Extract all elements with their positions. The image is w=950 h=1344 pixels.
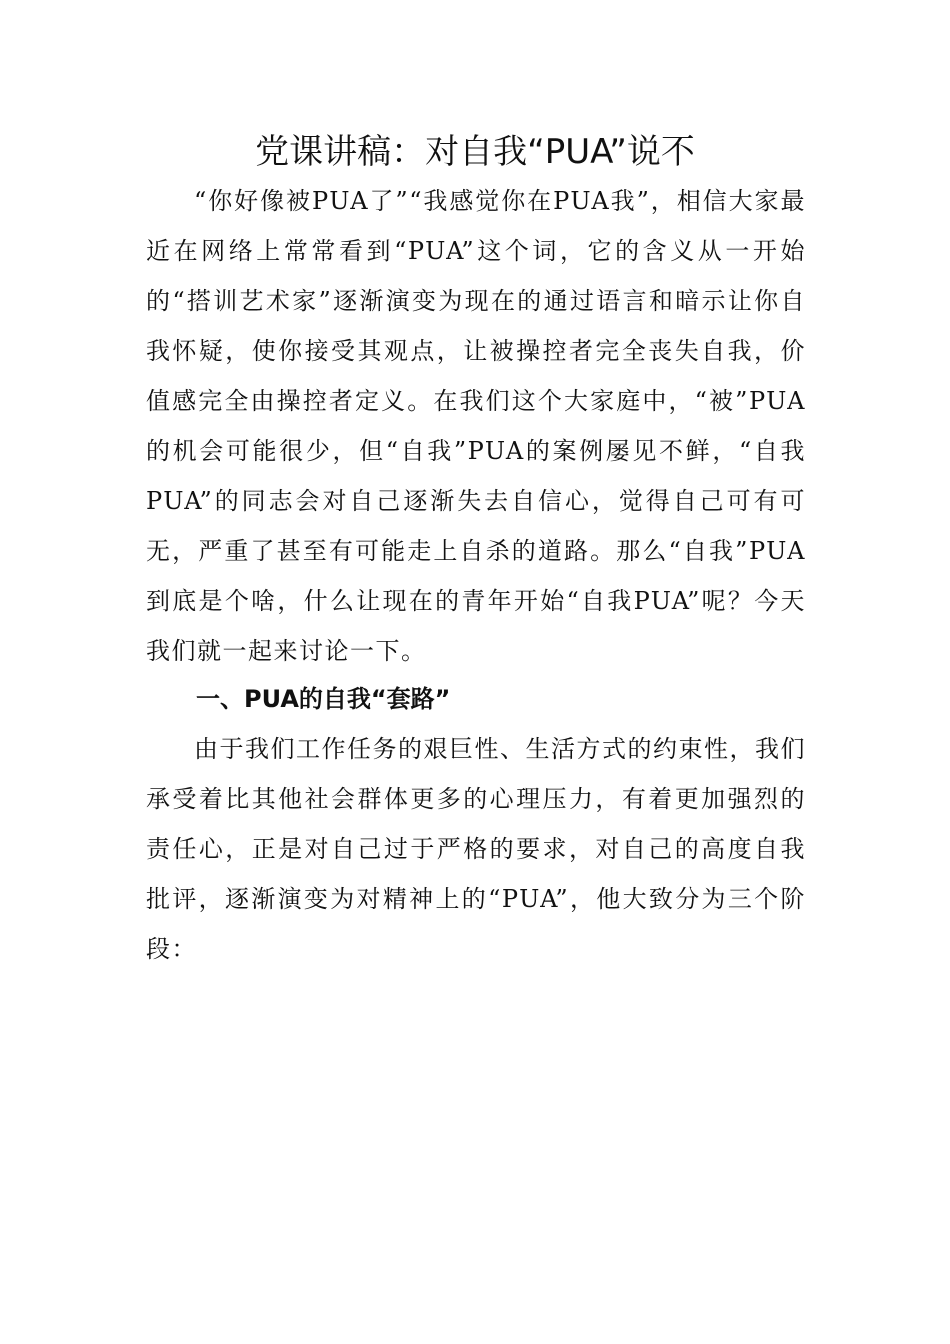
document-title: 党课讲稿：对自我“PUA”说不 bbox=[255, 132, 695, 172]
section-paragraph: 由于我们工作任务的艰巨性、生活方式的约束性，我们承受着比其他社会群体更多的心理压力，有着更加强烈的责任心，正是对自己过于严格的要求，对自己的高度自我批评，逐渐演变为对精神上的“PUA”，他大致分为三个阶段： bbox=[146, 735, 806, 963]
intro-paragraph: “你好像被PUA了”“我感觉你在PUA我”，相信大家最近在网络上常常看到“PUA”这个词，它的含义从一开始的“搭训艺术家”逐渐演变为现在的通过语言和暗示让你自我怀疑，使你接受其观点，让被操控者完全丧失自我，价值感完全由操控者定义。在我们这个大家庭中，“被”PUA的机会可能很少，但“自我”PUA的案例屡见不鲜，“自我PUA”的同志会对自己逐渐失去自信心，觉得自己可有可无，严重了甚至有可能走上自杀的道路。那么“自我”PUA到底是个啥，什么让现在的青年开始“自我PUA”呢？今天我们就一起来讨论一下。 bbox=[146, 187, 806, 665]
section-heading: 一、PUA的自我“套路” bbox=[196, 685, 451, 713]
